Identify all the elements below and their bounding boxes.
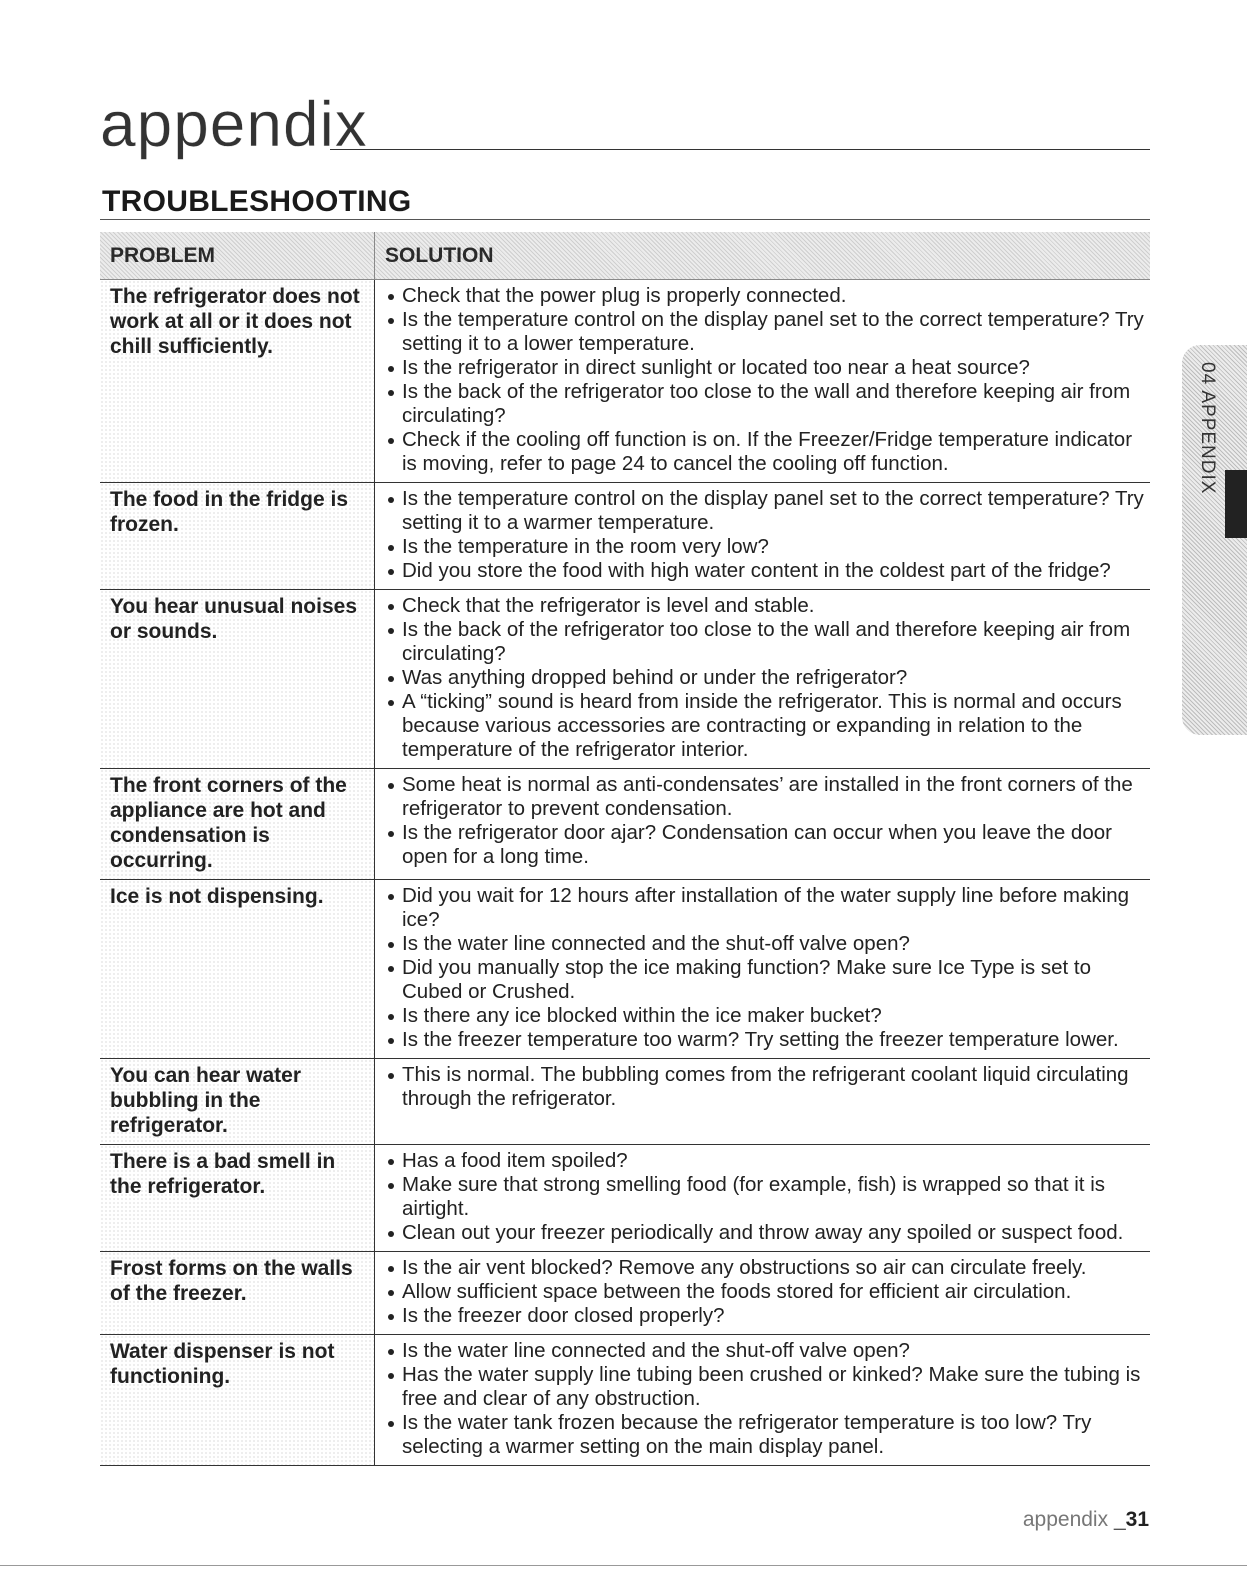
bullet-icon xyxy=(388,1349,394,1355)
solution-item xyxy=(385,1363,1144,1411)
solution-text: Was anything dropped behind or under the refrigerator? xyxy=(402,666,908,689)
chapter-tab-label: 04 APPENDIX xyxy=(1197,362,1218,495)
solution-item xyxy=(385,690,1144,762)
bullet-icon xyxy=(388,1073,394,1079)
solution-text: Check that the refrigerator is level and stable. xyxy=(402,594,815,617)
table-row xyxy=(100,1335,1150,1466)
solution-item xyxy=(385,308,1144,356)
solution-text: Is the water tank frozen because the refrigerator temperature is too low? Try selecting a warmer setting on the main display panel. xyxy=(402,1411,1092,1458)
solution-cell xyxy=(375,769,1150,879)
solution-cell xyxy=(375,590,1150,768)
problem-cell: There is a bad smell in the refrigerator. xyxy=(100,1145,375,1251)
solution-text: Is the back of the refrigerator too close to the wall and therefore keeping air from circulating? xyxy=(402,618,1131,665)
solution-text: Is the water line connected and the shut-off valve open? xyxy=(402,932,910,955)
table-row xyxy=(100,1252,1150,1335)
solution-item xyxy=(385,666,1144,690)
chapter-tab-marker xyxy=(1225,470,1247,538)
section-title: TROUBLESHOOTING xyxy=(102,185,412,218)
bullet-icon xyxy=(388,318,394,324)
bullet-icon xyxy=(388,366,394,372)
solution-item xyxy=(385,284,1144,308)
page-footer xyxy=(1023,1508,1149,1532)
problem-cell: Water dispenser is not functioning. xyxy=(100,1335,375,1465)
problem-cell: You can hear water bubbling in the refrigerator. xyxy=(100,1059,375,1144)
solution-item xyxy=(385,821,1144,869)
problem-cell: Frost forms on the walls of the freezer. xyxy=(100,1252,375,1334)
bottom-rule xyxy=(0,1565,1247,1566)
solution-item xyxy=(385,956,1144,1004)
solution-cell xyxy=(375,880,1150,1058)
solution-item xyxy=(385,1028,1144,1052)
bullet-icon xyxy=(388,676,394,682)
solution-text: Is the water line connected and the shut-off valve open? xyxy=(402,1339,910,1362)
problem-cell: The food in the fridge is frozen. xyxy=(100,483,375,589)
bullet-icon xyxy=(388,1421,394,1427)
solution-text: Did you wait for 12 hours after installation of the water supply line before making ice? xyxy=(402,884,1129,931)
bullet-icon xyxy=(388,1183,394,1189)
solution-text: Has a food item spoiled? xyxy=(402,1149,628,1172)
bullet-icon xyxy=(388,1038,394,1044)
page-number: 31 xyxy=(1125,1508,1149,1531)
bullet-icon xyxy=(388,1231,394,1237)
solution-item xyxy=(385,380,1144,428)
solution-text: Is the freezer door closed properly? xyxy=(402,1304,725,1327)
solution-cell xyxy=(375,1335,1150,1465)
solution-item xyxy=(385,1004,1144,1028)
table-row xyxy=(100,1145,1150,1252)
solution-item xyxy=(385,1339,1144,1363)
header-solution: SOLUTION xyxy=(385,243,494,267)
solution-text: Is the freezer temperature too warm? Try setting the freezer temperature lower. xyxy=(402,1028,1119,1051)
table-row xyxy=(100,769,1150,880)
header-problem: PROBLEM xyxy=(100,232,375,279)
heading-rule xyxy=(330,149,1150,150)
bullet-icon xyxy=(388,1373,394,1379)
solution-item xyxy=(385,594,1144,618)
bullet-icon xyxy=(388,1290,394,1296)
table-row xyxy=(100,880,1150,1059)
bullet-icon xyxy=(388,569,394,575)
problem-cell: The refrigerator does not work at all or it does not chill sufficiently. xyxy=(100,280,375,482)
solution-cell xyxy=(375,1145,1150,1251)
solution-cell xyxy=(375,280,1150,482)
bullet-icon xyxy=(388,783,394,789)
solution-item xyxy=(385,487,1144,535)
table-row xyxy=(100,280,1150,483)
bullet-icon xyxy=(388,1266,394,1272)
table-header-row xyxy=(100,232,1150,280)
bullet-icon xyxy=(388,497,394,503)
bullet-icon xyxy=(388,942,394,948)
section-rule xyxy=(100,219,1150,220)
solution-text: Is the temperature in the room very low? xyxy=(402,535,769,558)
bullet-icon xyxy=(388,604,394,610)
table-row xyxy=(100,590,1150,769)
solution-text: Is the temperature control on the display panel set to the correct temperature? Try setting it to a warmer temperature. xyxy=(402,487,1144,534)
solution-text: Is the refrigerator door ajar? Condensation can occur when you leave the door open for a long time. xyxy=(402,821,1112,868)
solution-text: Has the water supply line tubing been crushed or kinked? Make sure the tubing is free and clear of any obstruction. xyxy=(402,1363,1141,1410)
solution-text: Is the refrigerator in direct sunlight or located too near a heat source? xyxy=(402,356,1030,379)
solution-item xyxy=(385,773,1144,821)
solution-item xyxy=(385,1221,1144,1245)
bullet-icon xyxy=(388,1014,394,1020)
solution-text: Clean out your freezer periodically and throw away any spoiled or suspect food. xyxy=(402,1221,1124,1244)
solution-cell xyxy=(375,1059,1150,1144)
solution-item xyxy=(385,1304,1144,1328)
bullet-icon xyxy=(388,966,394,972)
bullet-icon xyxy=(388,390,394,396)
bullet-icon xyxy=(388,1314,394,1320)
solution-item xyxy=(385,618,1144,666)
bullet-icon xyxy=(388,545,394,551)
table-row xyxy=(100,483,1150,590)
bullet-icon xyxy=(388,438,394,444)
bullet-icon xyxy=(388,294,394,300)
solution-text: Some heat is normal as anti-condensates’ are installed in the front corners of the refrigerator to prevent condensation. xyxy=(402,773,1133,820)
solution-text: A “ticking” sound is heard from inside the refrigerator. This is normal and occurs because various accessories are contracting or expanding in relation to the temperature of the refrigerator interior. xyxy=(402,690,1122,761)
troubleshooting-table xyxy=(100,232,1150,1466)
bullet-icon xyxy=(388,700,394,706)
problem-cell: Ice is not dispensing. xyxy=(100,880,375,1058)
solution-text: Make sure that strong smelling food (for example, fish) is wrapped so that it is airtight. xyxy=(402,1173,1106,1220)
solution-text: Is the air vent blocked? Remove any obstructions so air can circulate freely. xyxy=(402,1256,1087,1279)
solution-item xyxy=(385,1149,1144,1173)
solution-item xyxy=(385,884,1144,932)
solution-text: Check if the cooling off function is on. If the Freezer/Fridge temperature indicator is moving, refer to page 24 to cancel the cooling off function. xyxy=(402,428,1133,475)
page-heading: appendix xyxy=(100,88,368,160)
solution-item xyxy=(385,1411,1144,1459)
solution-text: Is the back of the refrigerator too close to the wall and therefore keeping air from circulating? xyxy=(402,380,1131,427)
solution-item xyxy=(385,1173,1144,1221)
table-body xyxy=(100,280,1150,1466)
bullet-icon xyxy=(388,894,394,900)
problem-cell: You hear unusual noises or sounds. xyxy=(100,590,375,768)
solution-item xyxy=(385,1256,1144,1280)
bullet-icon xyxy=(388,1159,394,1165)
footer-label: appendix xyxy=(1022,1508,1109,1531)
solution-item xyxy=(385,428,1144,476)
problem-cell: The front corners of the appliance are hot and condensation is occurring. xyxy=(100,769,375,879)
bullet-icon xyxy=(388,628,394,634)
solution-item xyxy=(385,559,1144,583)
solution-text: Is there any ice blocked within the ice maker bucket? xyxy=(402,1004,882,1027)
solution-text: Is the temperature control on the display panel set to the correct temperature? Try setting it to a lower temperature. xyxy=(402,308,1144,355)
solution-item xyxy=(385,932,1144,956)
solution-text: Allow sufficient space between the foods stored for efficient air circulation. xyxy=(402,1280,1072,1303)
solution-text: Did you store the food with high water content in the coldest part of the fridge? xyxy=(402,559,1111,582)
footer-separator: _ xyxy=(1113,1508,1126,1531)
bullet-icon xyxy=(388,831,394,837)
solution-cell xyxy=(375,483,1150,589)
solution-item xyxy=(385,1280,1144,1304)
solution-item xyxy=(385,535,1144,559)
solution-cell xyxy=(375,1252,1150,1334)
table-row xyxy=(100,1059,1150,1145)
solution-text: This is normal. The bubbling comes from the refrigerant coolant liquid circulating through the refrigerator. xyxy=(402,1063,1129,1110)
solution-text: Check that the power plug is properly connected. xyxy=(402,284,847,307)
solution-item xyxy=(385,356,1144,380)
solution-item xyxy=(385,1063,1144,1111)
solution-text: Did you manually stop the ice making function? Make sure Ice Type is set to Cubed or Crushed. xyxy=(402,956,1092,1003)
